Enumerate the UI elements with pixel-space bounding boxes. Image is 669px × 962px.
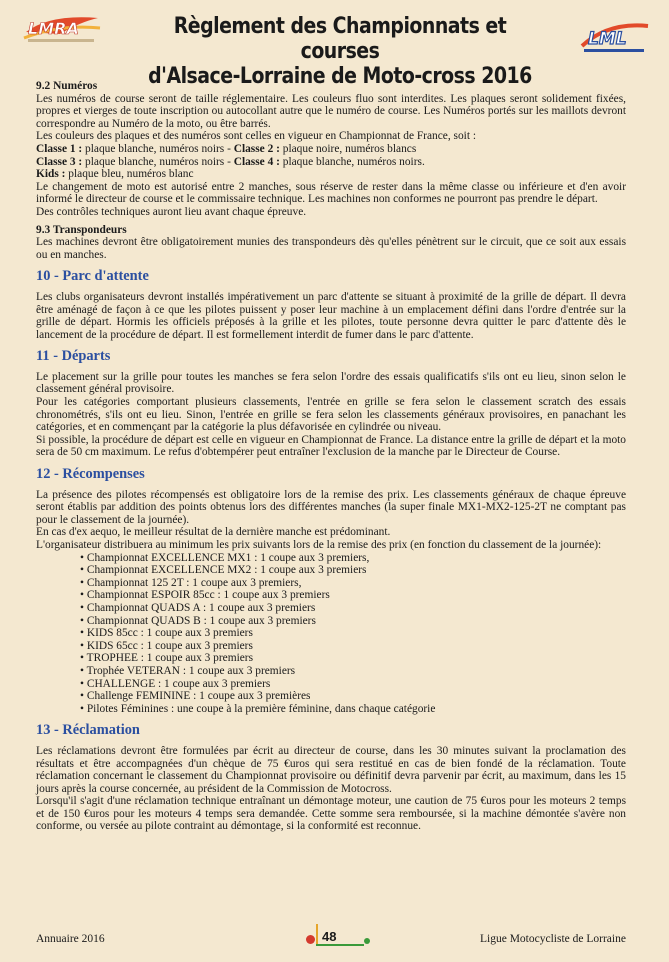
list-item: • Championnat 125 2T : 1 coupe aux 3 premiers, <box>80 577 626 590</box>
paragraph: Si possible, la procédure de départ est celle en vigueur en Championnat de France. La distance entre la grille de départ et la moto sera de 50 cm maximum. Le refus d'obtempérer peut entraîner l'exclusion de la manche par le Directeur de Course. <box>36 433 626 459</box>
list-item: • Championnat QUADS B : 1 coupe aux 3 premiers <box>80 615 626 628</box>
title-line-1: Règlement des Championnats et courses <box>173 14 507 64</box>
section-title-10: 10 - Parc d'attente <box>36 268 149 285</box>
footer-annuaire: Annuaire 2016 <box>36 933 105 945</box>
class-line-kids <box>36 168 626 181</box>
class-text: plaque bleu, numéros blanc <box>65 168 194 181</box>
prize-list <box>36 552 626 716</box>
list-item: • Championnat QUADS A : 1 coupe aux 3 premiers <box>80 602 626 615</box>
lml-logo <box>578 20 650 58</box>
title-line-2: d'Alsace-Lorraine de Moto-cross 2016 <box>148 64 532 89</box>
paragraph: En cas d'ex aequo, le meilleur résultat de la dernière manche est prédominant. <box>36 526 391 539</box>
list-item: • KIDS 85cc : 1 coupe aux 3 premiers <box>80 627 626 640</box>
page-footer <box>0 924 669 954</box>
class-label: Kids : <box>36 168 66 181</box>
page-number: 48 <box>322 929 337 944</box>
class-label: Classe 3 : <box>36 155 83 168</box>
footer-divider-vertical <box>316 924 318 944</box>
subsection-title-9-2: 9.2 Numéros <box>36 80 98 92</box>
red-dot-icon <box>306 935 315 944</box>
lmra-logo <box>20 12 102 46</box>
paragraph: L'organisateur distribuera au minimum les prix suivants lors de la remise des prix (en fonction du classement de la journée): <box>36 539 602 551</box>
list-item: • Challenge FEMININE : 1 coupe aux 3 premières <box>80 690 626 703</box>
class-line-3-4 <box>36 156 626 169</box>
footer-divider-horizontal <box>316 944 364 946</box>
list-item: • CHALLENGE : 1 coupe aux 3 premiers <box>80 678 626 691</box>
list-item: • Championnat ESPOIR 85cc : 1 coupe aux 3 premiers <box>80 589 626 602</box>
paragraph: Les couleurs des plaques et des numéros sont celles en vigueur en Championnat de France, soit : <box>36 130 477 143</box>
class-line-1-2 <box>36 143 626 156</box>
paragraph: Lorsqu'il s'agit d'une réclamation technique entraînant un démontage moteur, une caution de 75 €uros pour les moteurs 2 temps et de 150 €uros pour les moteurs 4 temps sera demandée. Cette somme sera remboursée, si la machine démontée s'avère non conforme, ou versée au pilote contraint au démontage, si la conformité est reconnue. <box>36 795 626 833</box>
list-item: • TROPHEE : 1 coupe aux 3 premiers <box>80 652 626 665</box>
list-item: • Trophée VETERAN : 1 coupe aux 3 premiers <box>80 665 626 678</box>
paragraph: Les réclamations devront être formulées par écrit au directeur de course, dans les 30 minutes suivant la proclamation des résultats et être accompagnées d'un chèque de 75 €uros qui sera restitué en cas de bien fondé de la réclamation. Toute réclamation concernant le classement du Championnat provisoire ou définitif devra parvenir par écrit, au maximum, dans les 15 jours après la course concernée, au président de la Commission de Motocross. <box>36 744 626 795</box>
svg-text:LML: LML <box>588 29 627 49</box>
class-text: plaque blanche, numéros noirs - <box>82 142 234 155</box>
paragraph: Le changement de moto est autorisé entre 2 manches, sous réserve de rester dans la même classe ou inférieure et d'en avoir informé le directeur de course et le commissaire technique. Les machines non conformes ne pourront pas prendre le départ. <box>36 180 626 206</box>
paragraph: Pour les catégories comportant plusieurs classements, l'entrée en grille se fera selon le classement scratch des essais chronométrés, s'ils ont eu lieu. Sinon, l'entrée en grille se fera selon les classements généraux provisoires, en panachant les catégories, et en commençant par la catégorie la plus défavorisée en cylindrée ou niveau. <box>36 396 626 434</box>
class-text: plaque blanche, numéros noirs. <box>279 155 425 168</box>
section-title-13: 13 - Réclamation <box>36 722 140 739</box>
class-text: plaque blanche, numéros noirs - <box>82 155 234 168</box>
green-dot-icon <box>364 938 370 944</box>
paragraph: Les numéros de course seront de taille réglementaire. Les couleurs fluo sont interdites. Les plaques seront solidement fixées, propres et vierges de toute inscription ou autocollant autre que le numéro de course. Les Numéros portés sur les maillots devront correspondre au Numéro de la moto, ou être barrés. <box>36 92 626 130</box>
page-title <box>142 14 538 89</box>
paragraph: Le placement sur la grille pour toutes les manches se fera selon l'ordre des essais qualificatifs s'ils ont eu lieu, sinon selon le classement général provisoire. <box>36 370 626 396</box>
list-item: • Pilotes Féminines : une coupe à la première féminine, dans chaque catégorie <box>80 703 626 716</box>
list-item: • Championnat EXCELLENCE MX2 : 1 coupe aux 3 premiers <box>80 564 626 577</box>
subsection-title-9-3: 9.3 Transpondeurs <box>36 223 127 236</box>
list-item: • KIDS 65cc : 1 coupe aux 3 premiers <box>80 640 626 653</box>
svg-text:LMRA: LMRA <box>28 19 79 38</box>
list-item: • Championnat EXCELLENCE MX1 : 1 coupe aux 3 premiers, <box>80 552 626 565</box>
paragraph: Les machines devront être obligatoirement munies des transpondeurs dès qu'elles pénètrent sur le circuit, que ce soit aux essais ou en manches. <box>36 236 626 261</box>
paragraph: Des contrôles techniques auront lieu avant chaque épreuve. <box>36 205 307 218</box>
class-text: plaque noire, numéros blancs <box>279 142 417 155</box>
section-title-12: 12 - Récompenses <box>36 466 145 483</box>
class-label: Classe 1 : <box>36 142 83 155</box>
paragraph: La présence des pilotes récompensés est obligatoire lors de la remise des prix. Les classements généraux de chaque épreuve seront établis par addition des points obtenus lors des différentes manches (la super finale MX1-MX2-125-2T ne comptant pas pour le classement de la journée). <box>36 488 626 526</box>
footer-league: Ligue Motocycliste de Lorraine <box>480 933 626 945</box>
section-title-11: 11 - Départs <box>36 348 111 365</box>
page-content <box>36 80 626 833</box>
class-label: Classe 2 : <box>233 142 280 155</box>
paragraph: Les clubs organisateurs devront installés impérativement un parc d'attente se situant à proximité de la grille de départ. Il devra être aménagé de façon à ce que les pilotes puissent y poser leur machine à un emplacement défini dans l'ordre d'entrée sur la grille de départ. Hormis les officiels préposés à la grille et les pilotes, toute personne devra quitter le parc d'attente dès le lancement de la procédure de départ. Il est formellement interdit de fumer dans le parc d'attente. <box>36 290 626 341</box>
class-label: Classe 4 : <box>233 155 280 168</box>
